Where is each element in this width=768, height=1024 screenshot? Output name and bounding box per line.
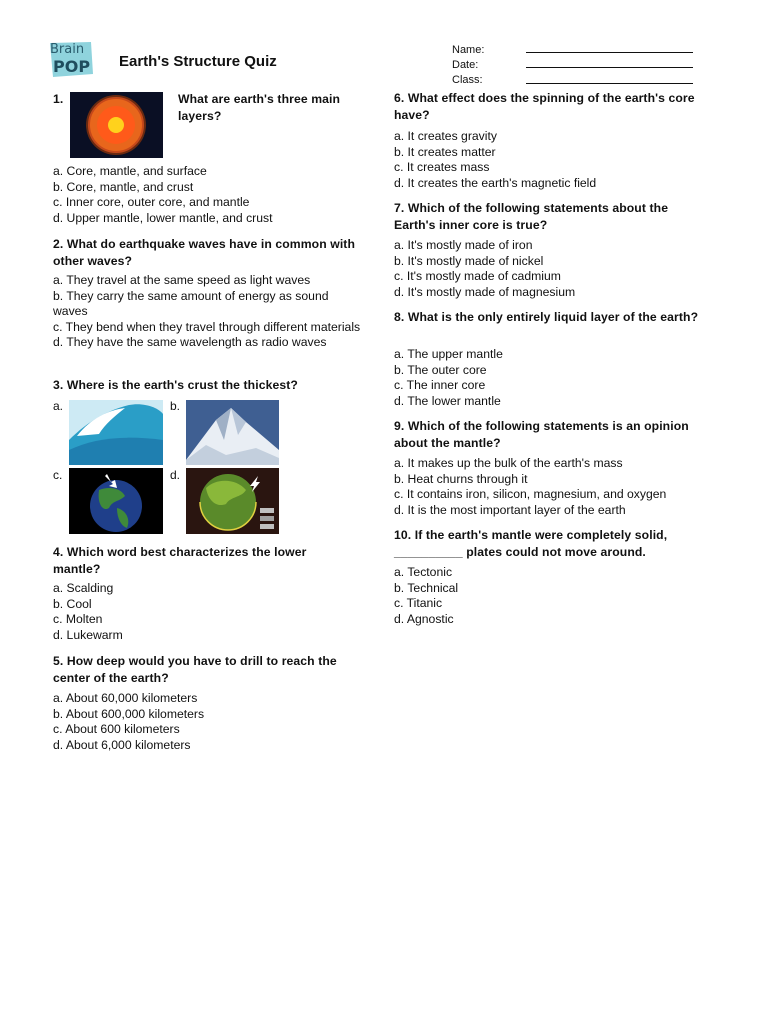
q6-option-a[interactable]: a. It creates gravity	[394, 129, 497, 143]
q1-option-d[interactable]: d. Upper mantle, lower mantle, and crust	[53, 210, 273, 225]
q7-option-a[interactable]: a. It's mostly made of iron	[394, 238, 533, 252]
q10-options	[394, 565, 694, 627]
q4-option-b[interactable]: b. Cool	[53, 596, 92, 611]
q4-option-c[interactable]: c. Molten	[53, 612, 103, 627]
q8-option-a[interactable]: a. The upper mantle	[394, 347, 503, 361]
q3-label-a: a.	[53, 399, 64, 413]
q1-option-c[interactable]: c. Inner core, outer core, and mantle	[53, 195, 250, 210]
q3-label-b: b.	[170, 399, 181, 413]
q3-label-c: c.	[53, 468, 63, 482]
date-label: Date:	[452, 59, 479, 71]
q5-option-b[interactable]: b. About 600,000 kilometers	[53, 706, 205, 721]
q7-option-d[interactable]: d. It's mostly made of magnesium	[394, 284, 576, 299]
q3-ocean-wave-image[interactable]	[69, 400, 163, 465]
q2-option-d[interactable]: d. They have the same wavelength as radio waves	[53, 335, 327, 350]
q9-options	[394, 456, 724, 518]
q2-option-b[interactable]: b. They carry the same amount of energy as sound waves	[53, 288, 329, 319]
logo-text-brain: Brain	[50, 42, 85, 57]
q10-option-c[interactable]: c. Titanic	[394, 596, 443, 611]
q2-question: 2. What do earthquake waves have in common with other waves?	[53, 237, 356, 268]
q1-option-b[interactable]: b. Core, mantle, and crust	[53, 179, 194, 194]
q7-options	[394, 238, 714, 300]
class-field[interactable]	[526, 83, 693, 84]
q6-option-b[interactable]: b. It creates matter	[394, 144, 496, 159]
q3-earth-arrow-image-c[interactable]	[69, 468, 163, 534]
q10-option-a[interactable]: a. Tectonic	[394, 565, 453, 579]
q1-options	[53, 164, 373, 226]
q3-earth-arrow-image-d[interactable]	[186, 468, 279, 534]
q10-option-b[interactable]: b. Technical	[394, 580, 459, 595]
q4-question: 4. Which word best characterizes the lower mantle?	[53, 545, 307, 576]
q3-label-d: d.	[170, 468, 181, 482]
q9-question: 9. Which of the following statements is an opinion about the mantle?	[394, 419, 689, 450]
q5-question: 5. How deep would you have to drill to reach the center of the earth?	[53, 654, 337, 685]
q8-option-c[interactable]: c. The inner core	[394, 378, 486, 393]
q2-option-a[interactable]: a. They travel at the same speed as light waves	[53, 273, 311, 287]
q1-option-a[interactable]: a. Core, mantle, and surface	[53, 164, 207, 178]
name-field[interactable]	[526, 52, 693, 53]
q6-options	[394, 129, 714, 191]
q7-question: 7. Which of the following statements about the Earth's inner core is true?	[394, 201, 669, 232]
q9-option-d[interactable]: d. It is the most important layer of the earth	[394, 502, 626, 517]
date-field[interactable]	[526, 67, 693, 68]
logo-text-pop: POP	[53, 57, 91, 76]
q10-question: 10. If the earth's mantle were completely solid, __________ plates could not move around.	[394, 528, 668, 559]
q7-option-b[interactable]: b. It's mostly made of nickel	[394, 253, 544, 268]
q4-options	[53, 581, 353, 643]
q5-option-c[interactable]: c. About 600 kilometers	[53, 722, 180, 737]
q9-option-b[interactable]: b. Heat churns through it	[394, 471, 528, 486]
q4-option-a[interactable]: a. Scalding	[53, 581, 114, 595]
q9-option-a[interactable]: a. It makes up the bulk of the earth's mass	[394, 456, 623, 470]
q6-option-c[interactable]: c. It creates mass	[394, 160, 490, 175]
q2-options	[53, 273, 365, 351]
q1-number: 1.	[53, 92, 64, 106]
q1-earth-layers-image	[70, 92, 163, 158]
q4-option-d[interactable]: d. Lukewarm	[53, 627, 123, 642]
q1-question: What are earth's three main layers?	[178, 92, 341, 123]
q8-options	[394, 347, 714, 409]
name-label: Name:	[452, 44, 485, 56]
class-label: Class:	[452, 74, 483, 86]
q5-option-d[interactable]: d. About 6,000 kilometers	[53, 737, 191, 752]
q3-mountain-image[interactable]	[186, 400, 279, 465]
q5-option-a[interactable]: a. About 60,000 kilometers	[53, 691, 198, 705]
q6-option-d[interactable]: d. It creates the earth's magnetic field	[394, 175, 597, 190]
q3-question: 3. Where is the earth's crust the thickest?	[53, 378, 298, 392]
q2-option-c[interactable]: c. They bend when they travel through different materials	[53, 319, 361, 334]
q10-option-d[interactable]: d. Agnostic	[394, 611, 454, 626]
q5-options	[53, 691, 353, 753]
page-title: Earth's Structure Quiz	[119, 53, 277, 70]
q7-option-c[interactable]: c. It's mostly made of cadmium	[394, 269, 561, 284]
q8-question: 8. What is the only entirely liquid layer of the earth?	[394, 310, 699, 324]
q8-option-b[interactable]: b. The outer core	[394, 362, 487, 377]
q6-question: 6. What effect does the spinning of the earth's core have?	[394, 91, 695, 122]
q9-option-c[interactable]: c. It contains iron, silicon, magnesium, and oxygen	[394, 487, 667, 502]
q8-option-d[interactable]: d. The lower mantle	[394, 393, 501, 408]
brainpop-logo	[47, 40, 97, 80]
